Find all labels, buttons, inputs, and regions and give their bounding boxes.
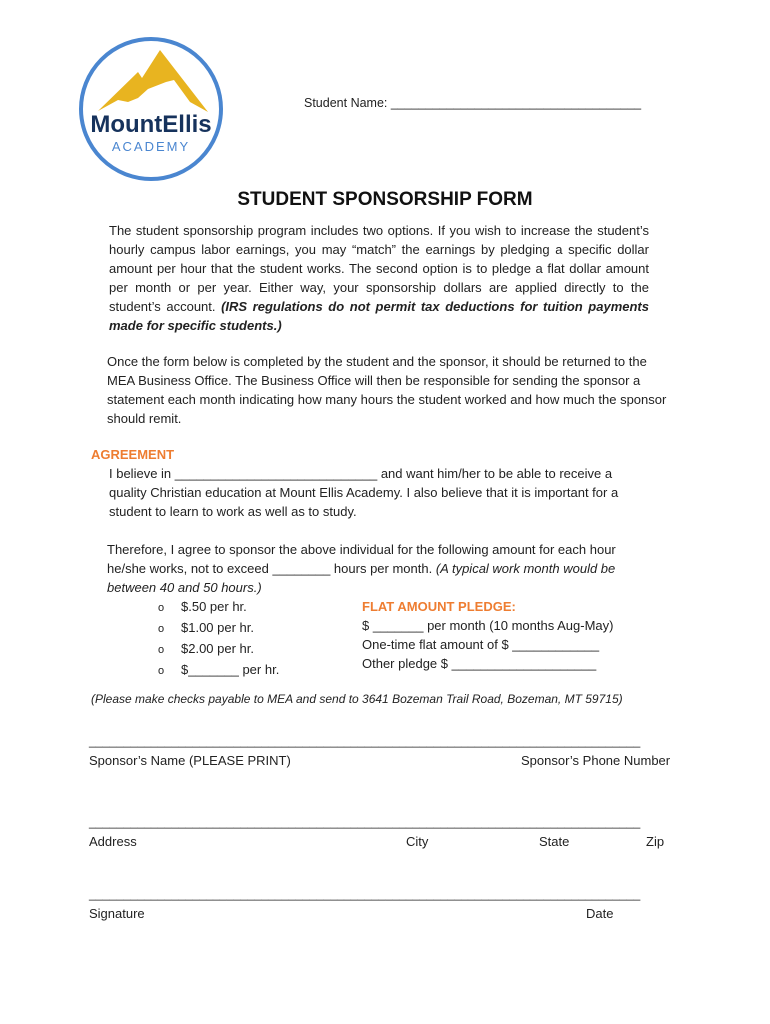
hourly-option[interactable] bbox=[158, 618, 279, 639]
option-label: $1.00 per hr. bbox=[181, 620, 254, 635]
radio-bullet-icon: o bbox=[158, 623, 165, 635]
therefore-text: Therefore, I agree to sponsor the above individual for the following amount for each hour he/she works, not to exceed ________ hours per month. bbox=[107, 542, 616, 576]
radio-bullet-icon: o bbox=[158, 602, 165, 614]
svg-text:ACADEMY: ACADEMY bbox=[111, 139, 191, 154]
phone-label: Sponsor’s Phone Number bbox=[521, 753, 671, 768]
other-pledge-field[interactable]: Other pledge $ ____________________ bbox=[362, 656, 597, 671]
hourly-option[interactable] bbox=[158, 597, 279, 618]
sponsor-name-line[interactable]: ________________________________________________________________________________ bbox=[89, 734, 641, 748]
option-label: $_______ per hr. bbox=[181, 662, 280, 677]
student-name-field[interactable]: Student Name: ____________________________________ bbox=[304, 96, 642, 110]
option-label: $2.00 per hr. bbox=[181, 641, 254, 656]
signature-line[interactable]: ________________________________________________________________________________ bbox=[89, 887, 641, 901]
therefore-paragraph bbox=[107, 540, 657, 597]
address-label: Address bbox=[89, 834, 137, 849]
one-time-pledge-field[interactable]: One-time flat amount of $ ____________ bbox=[362, 637, 600, 652]
signature-label: Signature bbox=[89, 906, 145, 921]
flat-pledge bbox=[362, 597, 613, 673]
flat-pledge-heading: FLAT AMOUNT PLEDGE: bbox=[362, 599, 516, 614]
sponsor-name-label: Sponsor’s Name (PLEASE PRINT) bbox=[89, 753, 291, 768]
zip-label: Zip bbox=[646, 834, 665, 849]
option-label: $.50 per hr. bbox=[181, 599, 247, 614]
city-label: City bbox=[406, 834, 429, 849]
school-logo bbox=[78, 34, 224, 184]
form-title: STUDENT SPONSORSHIP FORM bbox=[237, 189, 533, 210]
svg-text:MountEllis: MountEllis bbox=[90, 111, 212, 138]
radio-bullet-icon: o bbox=[158, 665, 165, 677]
agreement-paragraph: I believe in ____________________________ and want him/her to be able to receive a quality Christian education at Mount Ellis Academy. I also believe that it is important for a student to learn to work as well as to study. bbox=[109, 466, 619, 519]
intro-paragraph bbox=[109, 221, 649, 335]
monthly-pledge-field[interactable]: $ _______ per month (10 months Aug-May) bbox=[362, 618, 614, 633]
address-line[interactable]: ________________________________________________________________________________ bbox=[89, 815, 641, 829]
agreement-heading: AGREEMENT bbox=[91, 447, 175, 462]
radio-bullet-icon: o bbox=[158, 644, 165, 656]
intro-text: The student sponsorship program includes two options. If you wish to increase the student’s hourly campus labor earnings, you may “match” the earnings by pledging a specific dollar amount per hour that the student works. The second option is to pledge a flat dollar amount per month or per year. Either way, your sponsorship dollars are applied directly to the student’s account. bbox=[109, 223, 649, 314]
hourly-options bbox=[158, 597, 279, 681]
checks-note: (Please make checks payable to MEA and send to 3641 Bozeman Trail Road, Bozeman, MT 59715) bbox=[91, 692, 623, 706]
return-paragraph: Once the form below is completed by the student and the sponsor, it should be returned to the MEA Business Office. The Business Office will then be responsible for sending the sponsor a statement each month indicating how many hours the student worked and how much the sponsor should remit. bbox=[107, 354, 667, 426]
hourly-option[interactable] bbox=[158, 639, 279, 660]
irs-note: (IRS regulations do not permit tax deductions for tuition payments made for specific students.) bbox=[109, 299, 649, 333]
date-label: Date bbox=[586, 906, 614, 921]
work-month-note: (A typical work month would be between 40 and 50 hours.) bbox=[107, 561, 616, 595]
state-label: State bbox=[539, 834, 570, 849]
hourly-option[interactable] bbox=[158, 660, 279, 681]
